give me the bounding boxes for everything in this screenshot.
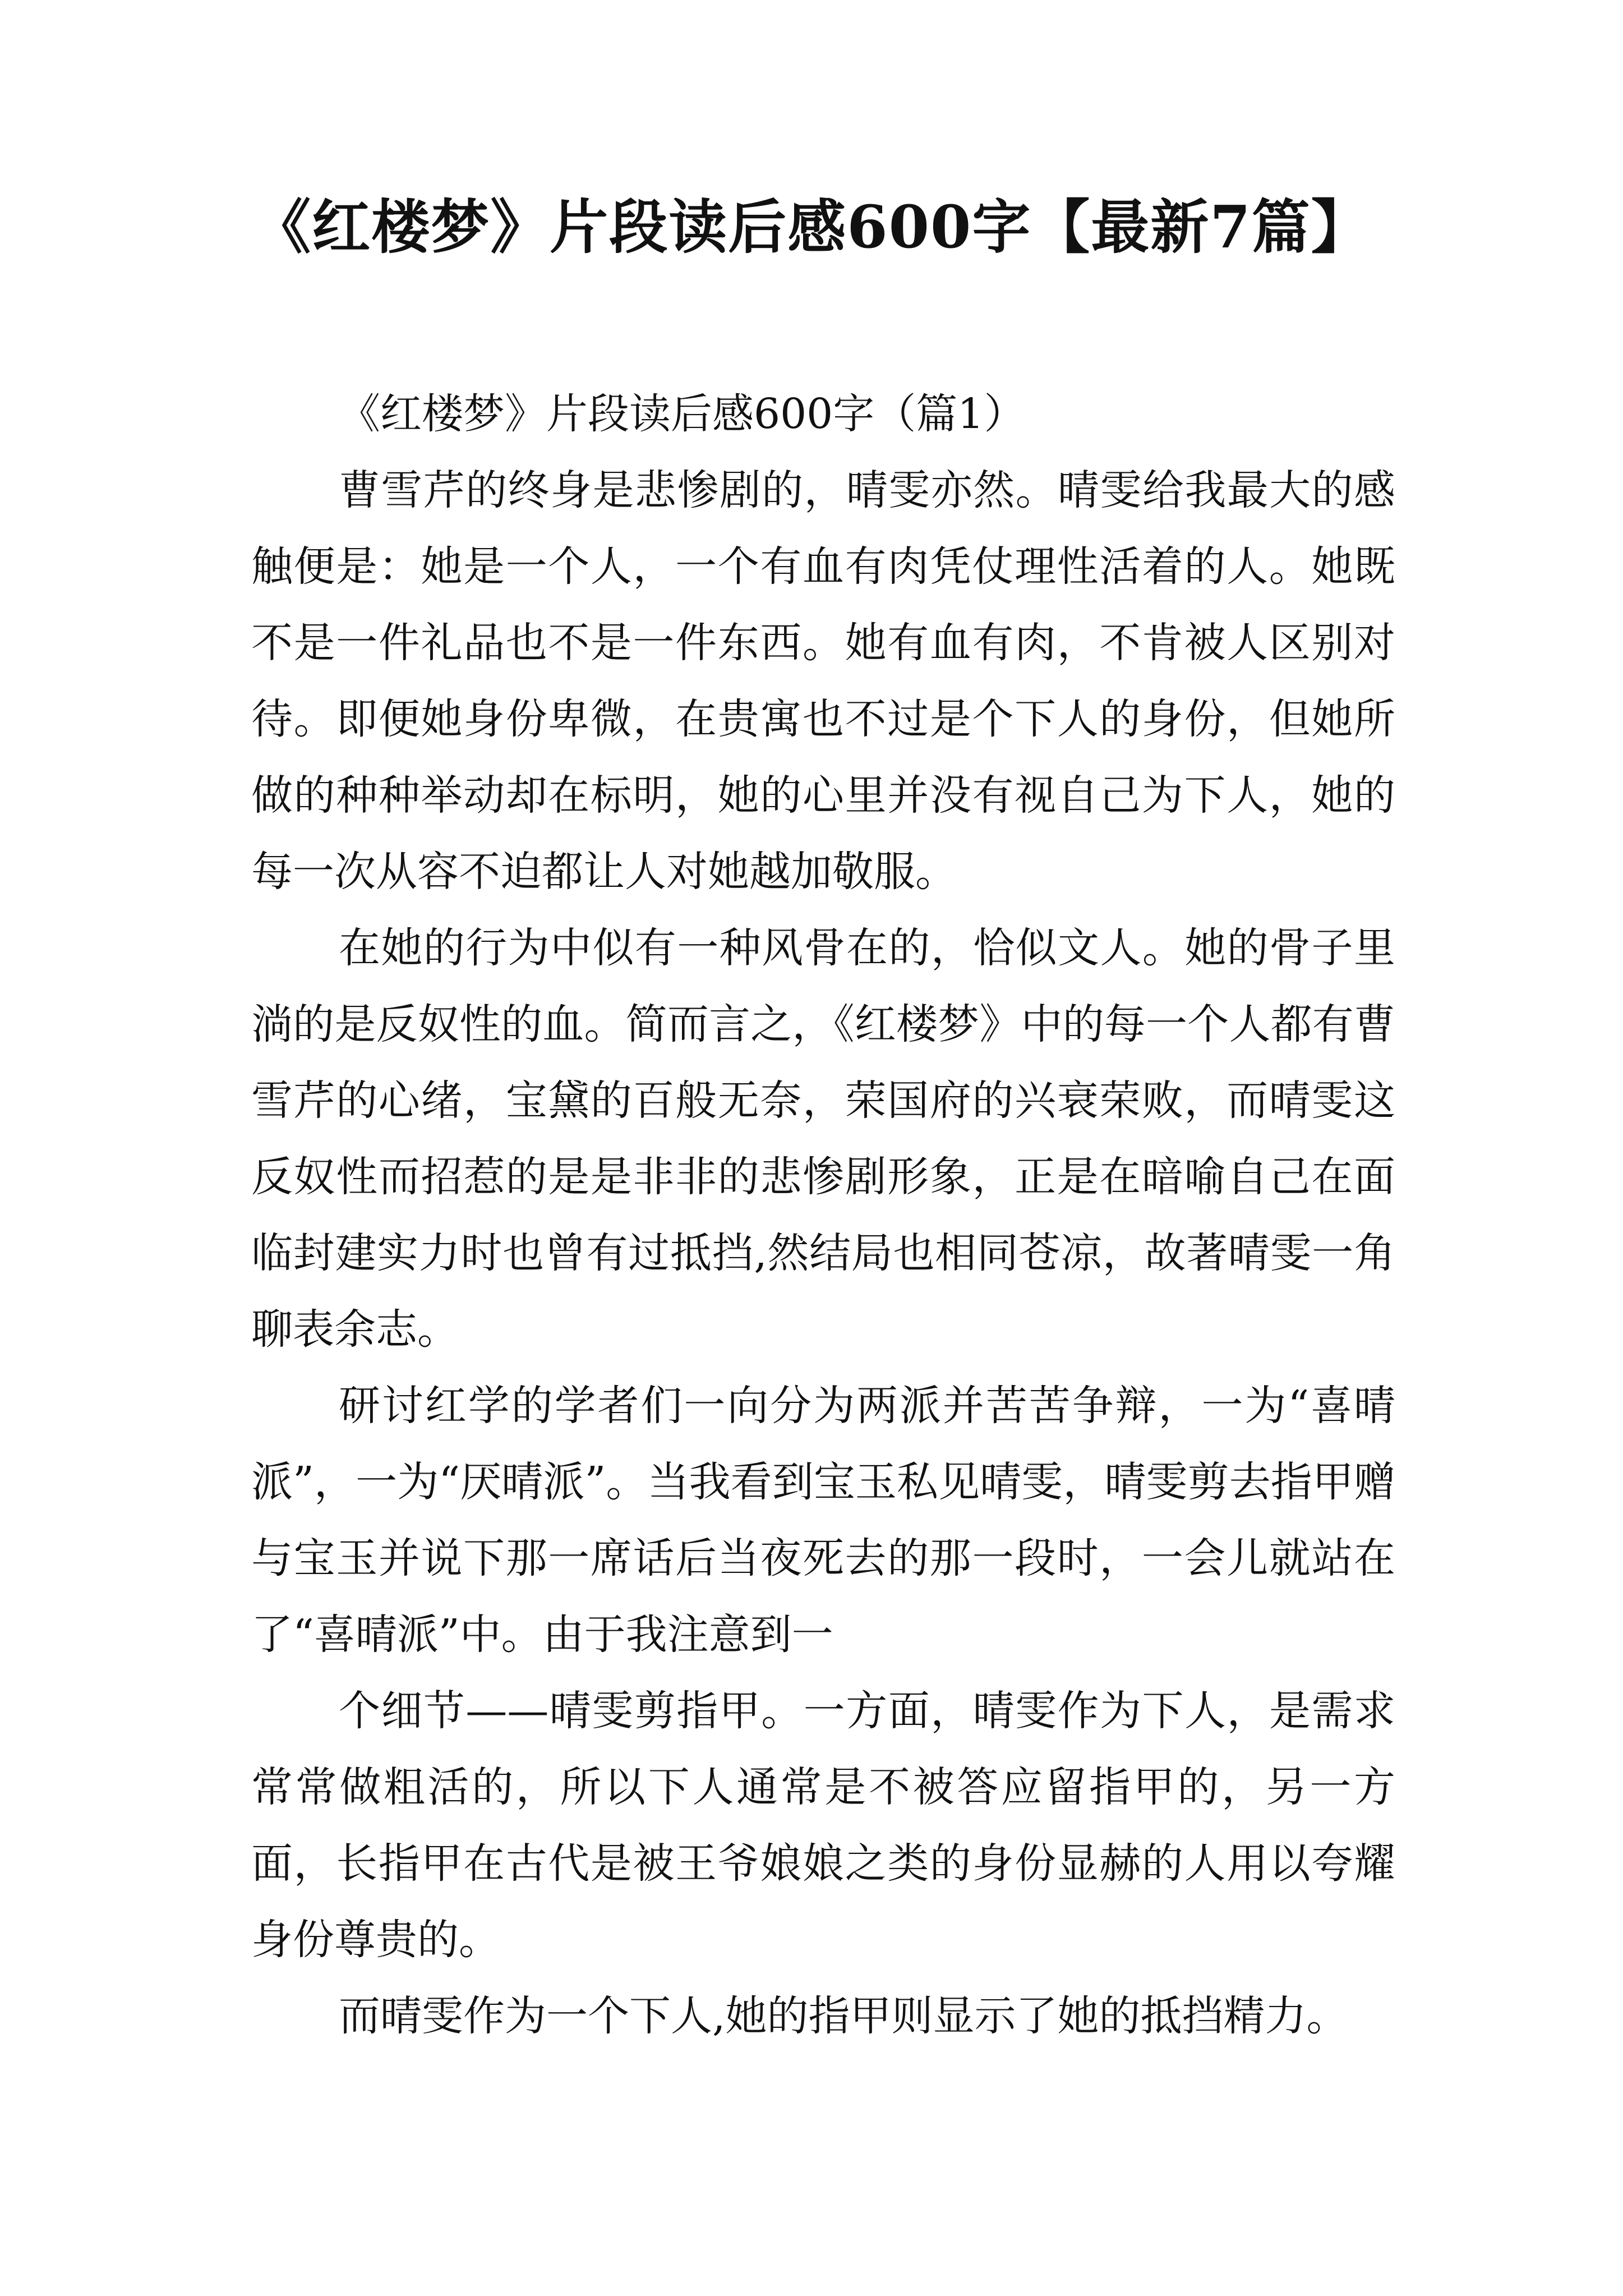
- paragraph: 研讨红学的学者们一向分为两派并苦苦争辩，一为“喜晴派”，一为“厌晴派”。当我看到宝玉私见晴雯，晴雯剪去指甲赠与宝玉并说下那一席话后当夜死去的那一段时，一会儿就站在了“喜晴派”中。由于我注意到一: [251, 1382, 1395, 1659]
- document-body: [251, 376, 1395, 2054]
- paragraph: 而晴雯作为一个下人,她的指甲则显示了她的抵挡精力。: [339, 1992, 1348, 2040]
- paragraph: 曹雪芹的终身是悲惨剧的，晴雯亦然。晴雯给我最大的感触便是：她是一个人，一个有血有肉凭仗理性活着的人。她既不是一件礼品也不是一件东西。她有血有肉，不肯被人区别对待。即便她身份卑微，在贵寓也不过是个下人的身份，但她所做的种种举动却在标明，她的心里并没有视自己为下人，她的每一次从容不迫都让人对她越加敬服。: [251, 466, 1395, 896]
- paragraph: 在她的行为中似有一种风骨在的，恰似文人。她的骨子里淌的是反奴性的血。简而言之，《红楼梦》中的每一个人都有曹雪芹的心绪，宝黛的百般无奈，荣国府的兴衰荣败，而晴雯这反奴性而招惹的是是非非的悲惨剧形象，正是在暗喻自己在面临封建实力时也曾有过抵挡,然结局也相同苍凉，故著晴雯一角聊表余志。: [251, 924, 1395, 1354]
- paragraph: 个细节——晴雯剪指甲。一方面，晴雯作为下人，是需求常常做粗活的，所以下人通常是不被答应留指甲的，另一方面，长指甲在古代是被王爷娘娘之类的身份显赫的人用以夸耀身份尊贵的。: [251, 1687, 1395, 1964]
- section-heading: 《红楼梦》片段读后感600字（篇1）: [339, 390, 1026, 438]
- document-title: 《红楼梦》片段读后感600字【最新7篇】: [252, 192, 1371, 261]
